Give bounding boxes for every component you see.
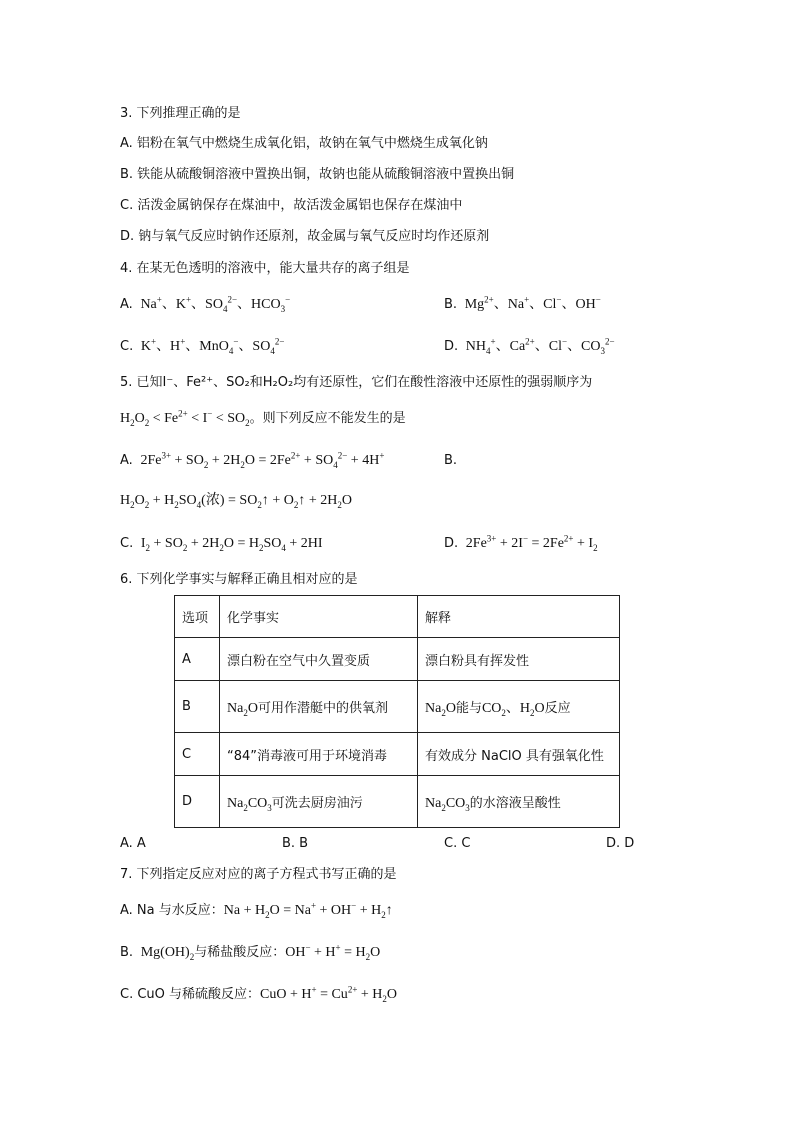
equation-7c: CuO + $H^+ = Cu^{2+} + H_2O$ [260, 984, 398, 1004]
q5-option-b [120, 491, 352, 511]
q5-stem: 5. 已知I⁻、Fe²⁺、SO₂和H₂O₂均有还原性，它们在酸性溶液中还原性的强弱顺序为 [120, 375, 593, 390]
equation-a: $2Fe^{3+} + SO_2 + 2H_2O = 2Fe^{2+} + SO_4^{2-} + 4H^+$ [136, 450, 385, 470]
table-header-row [175, 596, 620, 638]
q6-answer-d: D. D [606, 836, 635, 851]
q6-stem: 6. 下列化学事实与解释正确且相对应的是 [120, 572, 358, 587]
table-row [175, 776, 620, 828]
q4-stem: 4. 在某无色透明的溶液中，能大量共存的离子组是 [120, 261, 410, 276]
q6-answer-b: B. B [282, 836, 309, 851]
q5-option-a: A. $2Fe^{3+} + SO_2 + 2H_2O = 2Fe^{2+} + SO_4^{2-} + 4H^+$ [120, 450, 385, 470]
table-row [175, 638, 620, 681]
header-option: 选项 [175, 596, 220, 638]
ion-group-b: $Mg^{2+}$、Na+、Cl−、OH− [461, 294, 601, 312]
cell-reason: 有效成分 NaClO 具有强氧化性 [418, 733, 620, 776]
cell-reason: 漂白粉具有挥发性 [418, 638, 620, 681]
q3-option-b: B. 铁能从硫酸铜溶液中置换出铜，故钠也能从硫酸铜溶液中置换出铜 [120, 167, 515, 182]
q3-option-c: C. 活泼金属钠保存在煤油中，故活泼金属铝也保存在煤油中 [120, 198, 463, 213]
cell-fact: $Na_2O$可用作潜艇中的供氧剂 [220, 681, 418, 733]
equation-b: $H_2O_2 + H_2SO_4$(浓) = $SO_2↑$ + $O_2↑ + 2H_2O$ [120, 493, 352, 510]
q6-answer-a: A. A [120, 836, 146, 851]
ion-group-d: $NH_4^+$、$Ca^{2+}$、Cl−、$CO_3^{2-}$ [462, 336, 615, 356]
ion-group-a: Na+、K+、$SO_4^{2-}$、$HCO_3^-$ [136, 294, 291, 314]
q7-option-c: C. CuO 与稀硫酸反应：CuO + $H^+ = Cu^{2+} + H_2O$ [120, 984, 398, 1004]
equation-d: $2Fe^{3+} + 2I^- = 2Fe^{2+} + I_2$ [462, 533, 598, 553]
cell-option: A [175, 638, 220, 681]
table-row [175, 733, 620, 776]
cell-option: B [175, 681, 220, 733]
cell-reason: $Na_2O$能与$CO_2$、$H_2O$反应 [418, 681, 620, 733]
q7-option-b: B. $Mg(OH)_2$与稀盐酸反应：$OH^- + H^+ = H_2O$ [120, 942, 381, 962]
cell-fact: “84”消毒液可用于环境消毒 [220, 733, 418, 776]
cell-fact: 漂白粉在空气中久置变质 [220, 638, 418, 681]
header-reason: 解释 [418, 596, 620, 638]
q5-option-d: D. $2Fe^{3+} + 2I^- = 2Fe^{2+} + I_2$ [444, 533, 598, 553]
cell-option: D [175, 776, 220, 828]
q5-option-b-label: B. [444, 453, 458, 468]
q7-stem: 7. 下列指定反应对应的离子方程式书写正确的是 [120, 867, 397, 882]
q5-option-c: C. $I_2 + SO_2 + 2H_2O = H_2SO_4 + 2HI$ [120, 536, 323, 553]
q5-order: $H_2O_2 < Fe^{2+} < I^- < SO_2$。则下列反应不能发生的是 [120, 408, 406, 428]
q3-option-d: D. 钠与氧气反应时钠作还原剂，故金属与氧气反应时均作还原剂 [120, 229, 490, 244]
cell-reason: $Na_2CO_3$的水溶液呈酸性 [418, 776, 620, 828]
q4-option-c: C. K+、H+、MnO$_4$−、$SO_4^{2-}$ [120, 336, 285, 356]
q3-option-a: A. 铝粉在氧气中燃烧生成氧化铝，故钠在氧气中燃烧生成氧化钠 [120, 136, 488, 151]
q3-stem: 3. 下列推理正确的是 [120, 106, 241, 121]
cell-option: C [175, 733, 220, 776]
facts-table [174, 595, 620, 828]
reducing-order: $H_2O_2 < Fe^{2+} < I^- < SO_2$ [120, 408, 250, 428]
equation-7b: $OH^- + H^+ = H_2O$ [285, 942, 381, 962]
header-fact: 化学事实 [220, 596, 418, 638]
ion-group-c: K+、H+、MnO$_4$−、$SO_4^{2-}$ [137, 336, 285, 356]
q6-answer-c: C. C [444, 836, 471, 851]
q4-option-b: B. $Mg^{2+}$、Na+、Cl−、OH− [444, 294, 601, 312]
q7-option-a: A. Na 与水反应：$Na + H_2O = Na^+ + OH^-$ + $H_2↑$ [120, 900, 393, 920]
equation-7a: $Na + H_2O = Na^+ + OH^-$ + $H_2↑$ [223, 900, 393, 920]
q4-option-d: D. $NH_4^+$、$Ca^{2+}$、Cl−、$CO_3^{2-}$ [444, 336, 615, 356]
cell-fact: $Na_2CO_3$可洗去厨房油污 [220, 776, 418, 828]
equation-c: $I_2 + SO_2 + 2H_2O = H_2SO_4 + 2HI$ [137, 536, 323, 553]
q4-option-a: A. Na+、K+、$SO_4^{2-}$、$HCO_3^-$ [120, 294, 291, 314]
table-row [175, 681, 620, 733]
